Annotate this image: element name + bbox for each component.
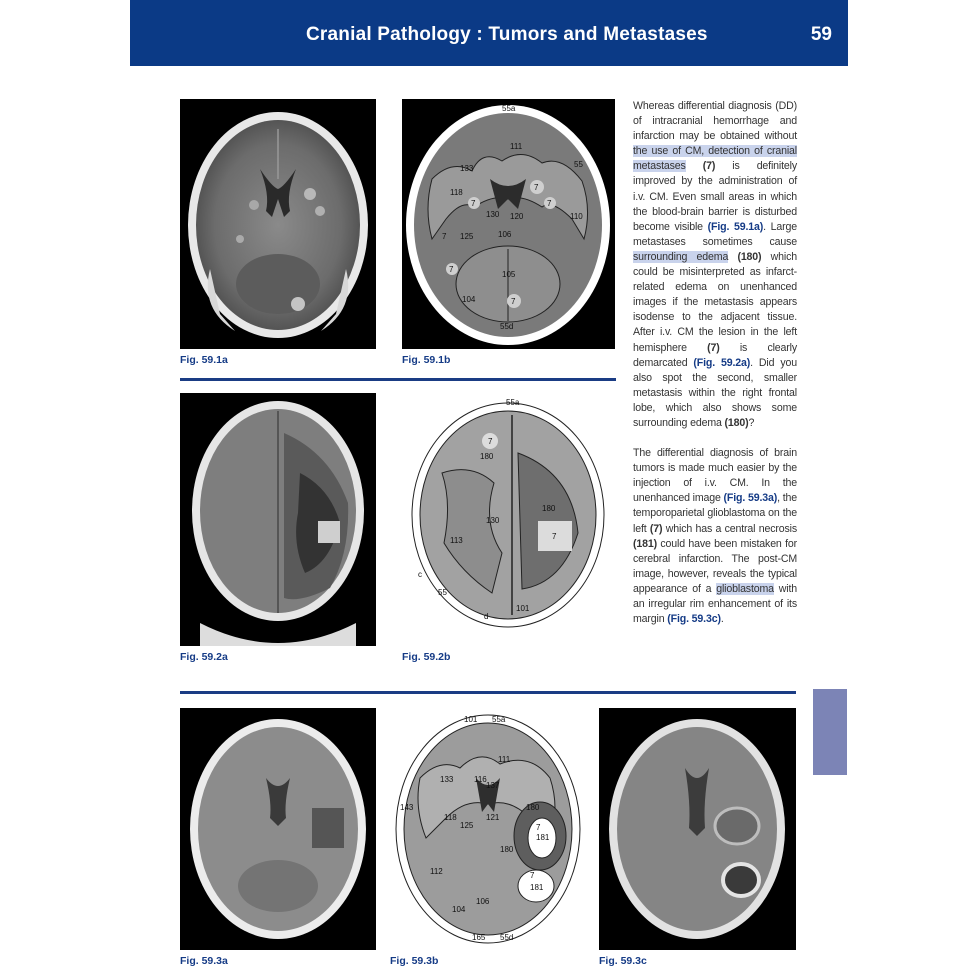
label: 111 (510, 142, 523, 151)
label: 181 (536, 833, 550, 842)
label: 55a (492, 715, 506, 724)
label: 137 (486, 781, 500, 790)
label: 125 (460, 821, 474, 830)
figure-59-3b-schematic (390, 708, 586, 950)
schematic-59-3b (390, 708, 586, 950)
label: 7 (547, 199, 552, 208)
figure-59-1b-schematic (402, 99, 615, 349)
label: 133 (460, 164, 474, 173)
ct-scan-59-3c (599, 708, 796, 950)
label: 180 (526, 803, 540, 812)
label: 7 (552, 532, 557, 541)
figure-59-2a-ct-image (180, 393, 376, 646)
label: 116 (474, 775, 487, 784)
label: 118 (444, 813, 457, 822)
label: d (484, 612, 489, 621)
label: 112 (430, 867, 443, 876)
chapter-header (130, 0, 848, 66)
label: 7 (530, 871, 535, 880)
chapter-title: Cranial Pathology : Tumors and Metastases (306, 24, 708, 45)
paragraph-2: The differential diagnosis of brain tumors is made much easier by the injection of i.v. CM. In the unenhanced image (Fig. 59.3a), the temporoparietal glioblastoma on the left (7) which has a central necrosis (181) could have been mistaken for cerebral infarction. The post-CM image, however, reveals the typical appearance of a glioblastoma with an irregular rim enhancement of its margin (Fig. 59.3c). (633, 447, 798, 626)
ct-scan-59-2a (180, 393, 376, 646)
label: 55 (574, 160, 583, 169)
label: 7 (534, 183, 539, 192)
label: 104 (452, 905, 466, 914)
label: 106 (476, 897, 490, 906)
chapter-thumb-tab (813, 689, 847, 775)
caption-59-3a: Fig. 59.3a (180, 955, 228, 967)
label: 7 (511, 297, 516, 306)
label: 55a (506, 398, 520, 407)
label: 180 (500, 845, 514, 854)
label: 180 (542, 504, 556, 513)
label: c (418, 570, 422, 579)
caption-59-1a: Fig. 59.1a (180, 354, 228, 366)
label: 120 (510, 212, 524, 221)
label: 130 (486, 516, 500, 525)
label: 106 (498, 230, 512, 239)
label: 110 (570, 212, 583, 221)
label: 55a (502, 104, 516, 113)
label: 7 (442, 232, 447, 241)
label: 113 (450, 536, 463, 545)
label: 105 (502, 270, 516, 279)
label: 133 (440, 775, 454, 784)
section-divider (180, 691, 796, 694)
body-text (633, 99, 797, 642)
label: 180 (480, 452, 494, 461)
label: 104 (462, 295, 476, 304)
caption-59-2b: Fig. 59.2b (402, 651, 451, 663)
ct-scan-59-3a (180, 708, 376, 950)
label: 111 (498, 755, 511, 764)
label: 7 (536, 823, 541, 832)
figure-59-2b-schematic (402, 393, 615, 646)
label: 181 (530, 883, 544, 892)
label: 7 (449, 265, 454, 274)
figure-59-3a-ct-image (180, 708, 376, 950)
caption-59-1b: Fig. 59.1b (402, 354, 451, 366)
paragraph-1: Whereas differential diagnosis (DD) of intracranial hemorrhage and infarction may be obtained without the use of CM, detection of cranial metastases (7) is definitely improved by the administration of i.v. CM. Even small areas in which the blood-brain barrier is disturbed become visible (Fig. 59.1a). Large metastases sometimes cause surrounding edema (180) which could be misinterpreted as infarct-related edema on unenhanced images if the metastasis appears isodense to the adjacent tissue. After i.v. CM the lesion in the left hemisphere (7) is clearly demarcated (Fig. 59.2a). Did you also spot the second, smaller metastasis within the right frontal lobe, which also shows some surrounding edema (180)? (633, 100, 798, 429)
caption-59-2a: Fig. 59.2a (180, 651, 228, 663)
page-number: 59 (810, 24, 832, 45)
label: 143 (400, 803, 414, 812)
caption-59-3b: Fig. 59.3b (390, 955, 439, 967)
label: 55 (438, 588, 447, 597)
label: 130 (486, 210, 500, 219)
ct-scan-59-1a (180, 99, 376, 349)
label: 55d (500, 322, 514, 331)
label: 7 (471, 199, 476, 208)
label: 7 (488, 437, 493, 446)
label: 101 (516, 604, 530, 613)
schematic-59-1b (402, 99, 615, 349)
label: 55d (500, 933, 514, 942)
label: 125 (460, 232, 474, 241)
caption-59-3c: Fig. 59.3c (599, 955, 647, 967)
label: 118 (450, 188, 463, 197)
label: 121 (486, 813, 500, 822)
section-divider (180, 378, 616, 381)
label: 101 (464, 715, 478, 724)
schematic-59-2b (402, 393, 615, 646)
figure-59-3c-ct-image (599, 708, 796, 950)
label: 165 (472, 933, 486, 942)
figure-59-1a-ct-image (180, 99, 376, 349)
